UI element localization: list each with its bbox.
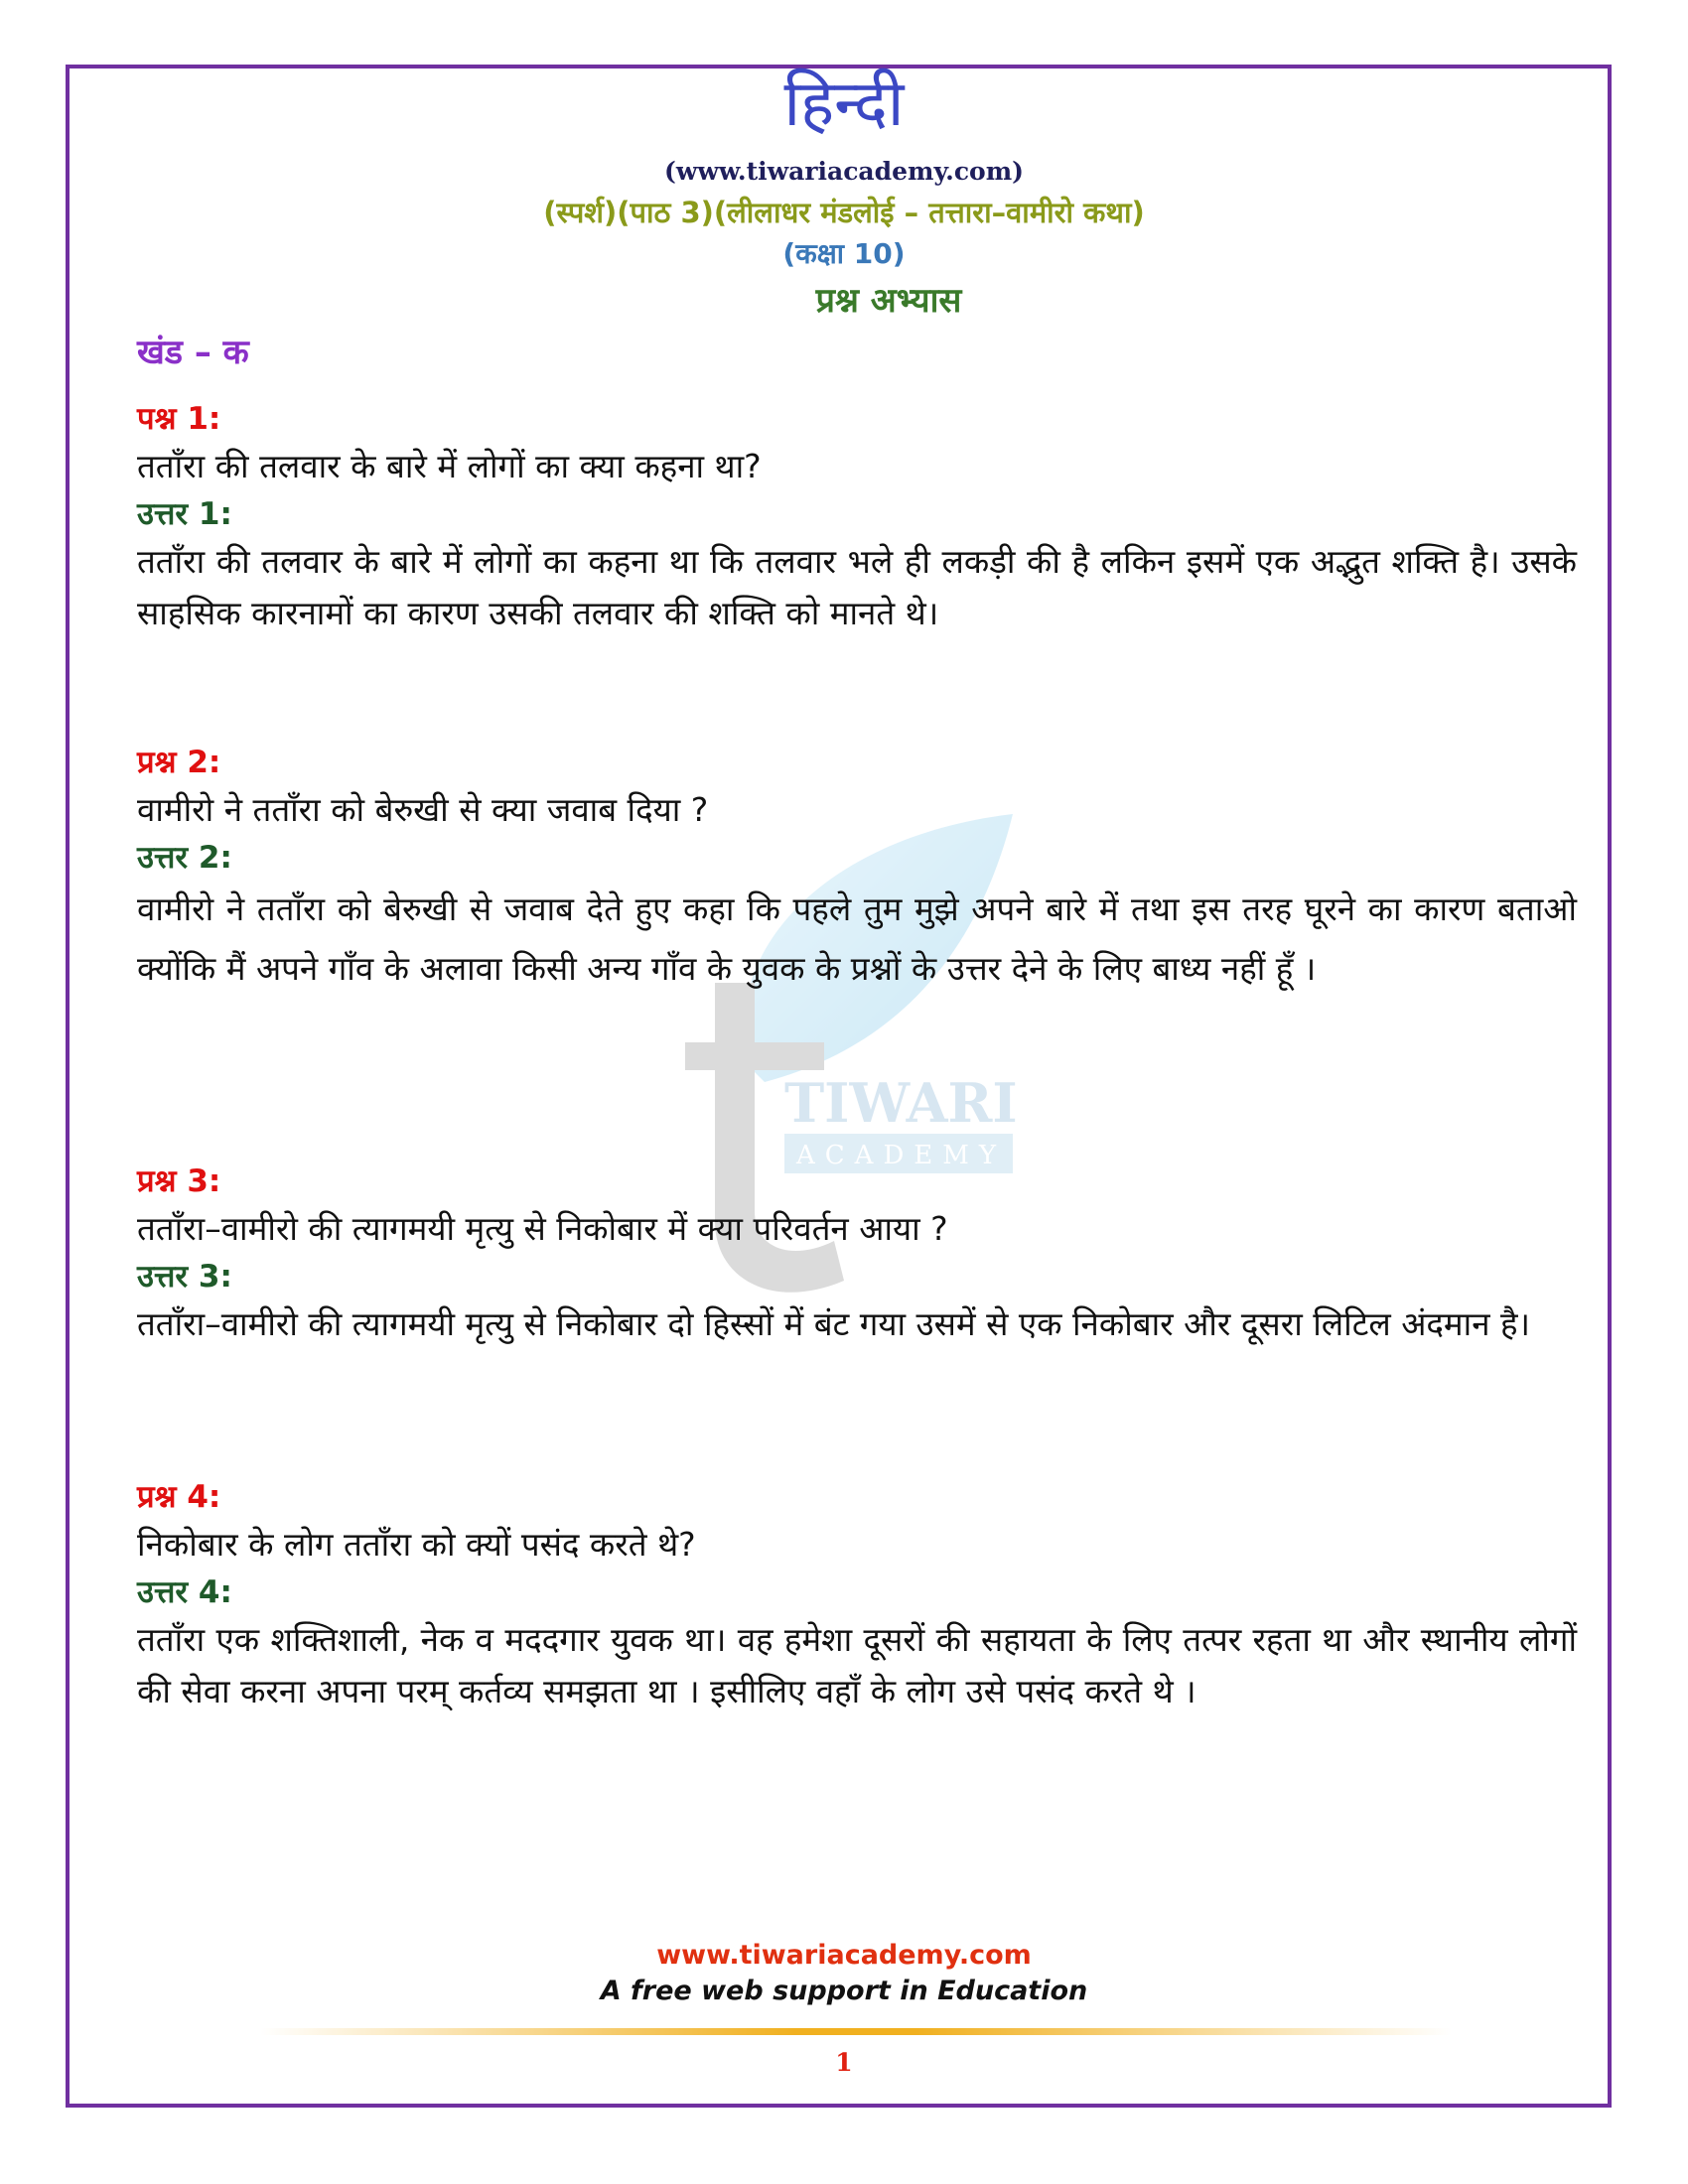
t-bar-icon bbox=[685, 1042, 824, 1070]
answer-label: उत्तर 4: bbox=[137, 1574, 232, 1610]
answer-text: तताँरा–वामीरो की त्यागमयी मृत्यु से निकोबार दो हिस्सों में बंट गया उसमें से एक निकोबार और दूसरा लिटिल अंदमान है। bbox=[137, 1304, 1531, 1343]
answer-label: उत्तर 1: bbox=[137, 496, 232, 532]
qa-block-3 bbox=[137, 1160, 1577, 1350]
answer-label: उत्तर 3: bbox=[137, 1259, 232, 1295]
watermark-brand: TIWARI bbox=[784, 1071, 1018, 1135]
header-site: (www.tiwariacademy.com) bbox=[663, 157, 1024, 186]
question-text: वामीरो ने तताँरा को बेरुखी से क्या जवाब दिया ? bbox=[137, 790, 709, 829]
question-text: तताँरा की तलवार के बारे में लोगों का क्या कहना था? bbox=[137, 447, 762, 485]
question-text: निकोबार के लोग तताँरा को क्यों पसंद करते थे? bbox=[137, 1525, 696, 1564]
answer-text: तताँरा एक शक्तिशाली, नेक व मददगार युवक था। वह हमेशा दूसरों की सहायता के लिए तत्पर रहता था और स्थानीय लोगों की सेवा करना अपना परम् कर्तव्य समझता था । इसीलिए वहाँ के लोग उसे पसंद करते थे । bbox=[137, 1620, 1577, 1710]
section-heading: खंड – क bbox=[137, 333, 249, 372]
answer-text: वामीरो ने तताँरा को बेरुखी से जवाब देते हुए कहा कि पहले तुम मुझे अपने बारे में तथा इस तरह घूरने का कारण बताओ क्योंकि मैं अपने गाँव के अलावा किसी अन्य गाँव के युवक के प्रश्नों के उत्तर देने के लिए बाध्य नहीं हूँ । bbox=[137, 889, 1577, 988]
question-label: प्रश्न 4: bbox=[137, 1479, 221, 1515]
footer-tagline: A free web support in Education bbox=[600, 1976, 1088, 2006]
chapter-info: (स्पर्श)(पाठ 3)(लीलाधर मंडलोई – तत्तारा–वामीरो कथा) bbox=[543, 196, 1145, 229]
page-number: 1 bbox=[835, 2048, 853, 2077]
question-label: पश्न 1: bbox=[137, 401, 221, 437]
page-title: हिन्दी bbox=[783, 68, 905, 141]
question-label: प्रश्न 3: bbox=[137, 1163, 221, 1199]
qa-block-4 bbox=[137, 1475, 1577, 1717]
watermark-sub: ACADEMY bbox=[796, 1141, 1007, 1170]
qa-block-2 bbox=[137, 741, 1577, 999]
exercise-heading: प्रश्न अभ्यास bbox=[815, 281, 962, 321]
qa-block-1 bbox=[137, 397, 1577, 639]
footer-site-link[interactable]: www.tiwariacademy.com bbox=[656, 1940, 1032, 1971]
class-info: (कक्षा 10) bbox=[782, 237, 906, 270]
footer-divider bbox=[260, 2028, 1452, 2035]
answer-label: उत्तर 2: bbox=[137, 840, 232, 876]
question-text: तताँरा–वामीरो की त्यागमयी मृत्यु से निकोबार में क्या परिवर्तन आया ? bbox=[137, 1209, 948, 1248]
answer-text: तताँरा की तलवार के बारे में लोगों का कहना था कि तलवार भले ही लकड़ी की है लकिन इसमें एक अद्भुत शक्ति है। उसके साहसिक कारनामों का कारण उसकी तलवार की शक्ति को मानते थे। bbox=[137, 542, 1577, 632]
question-label: प्रश्न 2: bbox=[137, 745, 221, 780]
